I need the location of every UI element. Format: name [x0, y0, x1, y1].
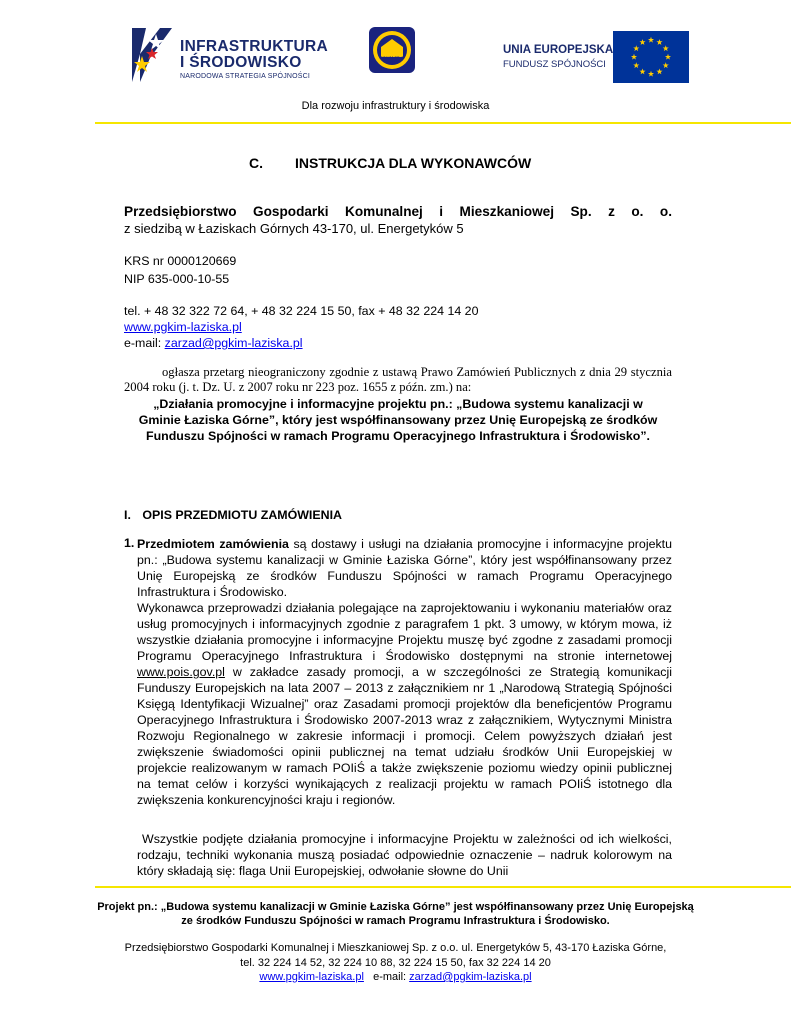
company-krs: KRS nr 0000120669 [124, 254, 237, 268]
project-title: „Działania promocyjne i informacyjne projektu pn.: „Budowa systemu kanalizacji w Gminie Łaziska Górne”, który jest współfinansowany przez Unię Europejską ze środków Funduszu Spójności w ramach Programu Operacyjnego Infrastruktura i Środowisko”. [138, 397, 658, 443]
list-item [137, 536, 672, 600]
infrastruktura-logo [122, 18, 328, 88]
para2-after: w zakładce zasady promocji, a w szczególności ze Strategią komunikacji Funduszy Europejskich na lata 2007 – 2013 z załącznikiem nr 1 „Narodową Strategią Spójności Księgą Identyfikacji Wizualnej” oraz Zasadami promocji projektów dla beneficjentów Programu Operacyjnego Infrastruktura i Środowisko 2007-2013 wraz z załącznikiem, Wytycznymi Ministra Rozwoju Regionalnego w zakresie informacji i promocji. Celem powyższych działań jest zwiększenie świadomości opinii publicznej na temat udziału środków Unii Europejskiej w projekcie realizowanym w ramach POIiŚ a także zwiększenie poziomu wiedzy opinii publicznej na temat celów i korzyści wynikających z realizacji projektu w ramach POIiŚ istotnego dla zwiększenia konkurencyjności kraju i regionów. [137, 665, 672, 807]
footer-contact-line: tel. 32 224 14 52, 32 224 10 88, 32 224 15 50, fax 32 224 14 20 [240, 956, 551, 969]
footer-project-line2: ze środków Funduszu Spójności w ramach Programu Infrastruktura i Środowisko. [181, 915, 610, 927]
email-label: e-mail: [124, 336, 165, 350]
pois-link[interactable]: www.pois.gov.pl [137, 665, 225, 679]
paragraph-2 [137, 600, 672, 808]
item-bold-lead: Przedmiotem zamówienia [137, 537, 289, 551]
eu-flag-icon [613, 31, 689, 83]
company-block [124, 203, 672, 351]
footer-email-label: e-mail: [363, 971, 410, 983]
page-title: INSTRUKCJA DLA WYKONAWCÓW [295, 155, 532, 171]
paragraph-3: Wszystkie podjęte działania promocyjne i informacyjne Projektu w zależności od ich wielkości, rodzaju, techniki wykonania muszą posiadać odpowiednie oznaczenie – nadruk kolorowym na który składają się: flaga Unii Europejskiej, odwołanie słowne do Unii [137, 832, 672, 878]
company-name: Przedsiębiorstwo Gospodarki Komunalnej i Mieszkaniowej Sp. z o. o. [124, 204, 672, 219]
section-heading-text: OPIS PRZEDMIOTU ZAMÓWIENIA [142, 508, 342, 522]
logo-title-line1: INFRASTRUKTURA [180, 38, 328, 55]
item-number: 1. [124, 536, 135, 550]
eu-title-line1: UNIA EUROPEJSKA [503, 44, 614, 56]
company-website-link[interactable]: www.pgkim-laziska.pl [124, 320, 242, 334]
footer-project [0, 900, 791, 928]
footer-divider [95, 886, 791, 888]
logo-subtitle: NARODOWA STRATEGIA SPÓJNOŚCI [180, 73, 311, 80]
company-nip: NIP 635-000-10-55 [124, 272, 230, 286]
section-number: I. [124, 508, 131, 522]
footer-email-link[interactable]: zarzad@pgkim-laziska.pl [409, 971, 532, 983]
pgkim-emblem-text: PGKiM SP. Z O.O. [380, 55, 404, 65]
para2-before: Wykonawca przeprowadzi działania polegające na zaprojektowaniu i wykonaniu materiałów oraz usług promocyjnych i informacyjnych zgodnie z paragrafem 1 pkt. 3 umowy, w którym mowa, iż wszystkie działania promocyjne i informacyjne Projektu muszę być zgodne z zasadami promocji Programu Operacyjnego Infrastruktura i Środowisko dostępnymi na stronie internetowej [137, 601, 672, 663]
eu-title-line2: FUNDUSZ SPÓJNOŚCI [503, 59, 606, 70]
section-heading [124, 508, 342, 522]
star-swoosh-icon [126, 24, 178, 86]
logo-title-line2: I ŚRODOWISKO [180, 54, 302, 71]
pgkim-emblem [369, 27, 415, 73]
footer-project-line1: Projekt pn.: „Budowa systemu kanalizacji w Gminie Łaziska Górne” jest współfinansowany przez Unię Europejską [97, 901, 694, 913]
header-divider [95, 122, 791, 124]
footer-website-link[interactable]: www.pgkim-laziska.pl [259, 971, 364, 983]
company-email-link[interactable]: zarzad@pgkim-laziska.pl [164, 336, 303, 350]
company-tel: tel. + 48 32 322 72 64, + 48 32 224 15 50, fax + 48 32 224 14 20 [124, 304, 479, 318]
eu-logo [487, 18, 703, 98]
footer-company-line: Przedsiębiorstwo Gospodarki Komunalnej i Mieszkaniowej Sp. z o.o. ul. Energetyków 5, 43-170 Łaziska Górne, [124, 942, 667, 954]
footer-contact [0, 941, 791, 985]
section-letter: C. [249, 155, 263, 171]
tagline: Dla rozwoju infrastruktury i środowiska [301, 100, 490, 112]
item-text: są dostawy i usługi na działania promocyjne i informacyjne projektu pn.: „Budowa systemu kanalizacji w Gminie Łaziska Górne”, który jest współfinansowany przez Unię Europejską ze środków Funduszu Spójności w ramach Programu Operacyjnego Infrastruktura i Środowisko. [137, 537, 672, 599]
announcement-text: ogłasza przetarg nieograniczony zgodnie z ustawą Prawo Zamówień Publicznych z dnia 29 stycznia 2004 roku (j. t. Dz. U. z 2007 roku nr 223 poz. 1655 z późn. zm.) na: [124, 365, 672, 394]
company-address: z siedzibą w Łaziskach Górnych 43-170, ul. Energetyków 5 [124, 221, 464, 236]
